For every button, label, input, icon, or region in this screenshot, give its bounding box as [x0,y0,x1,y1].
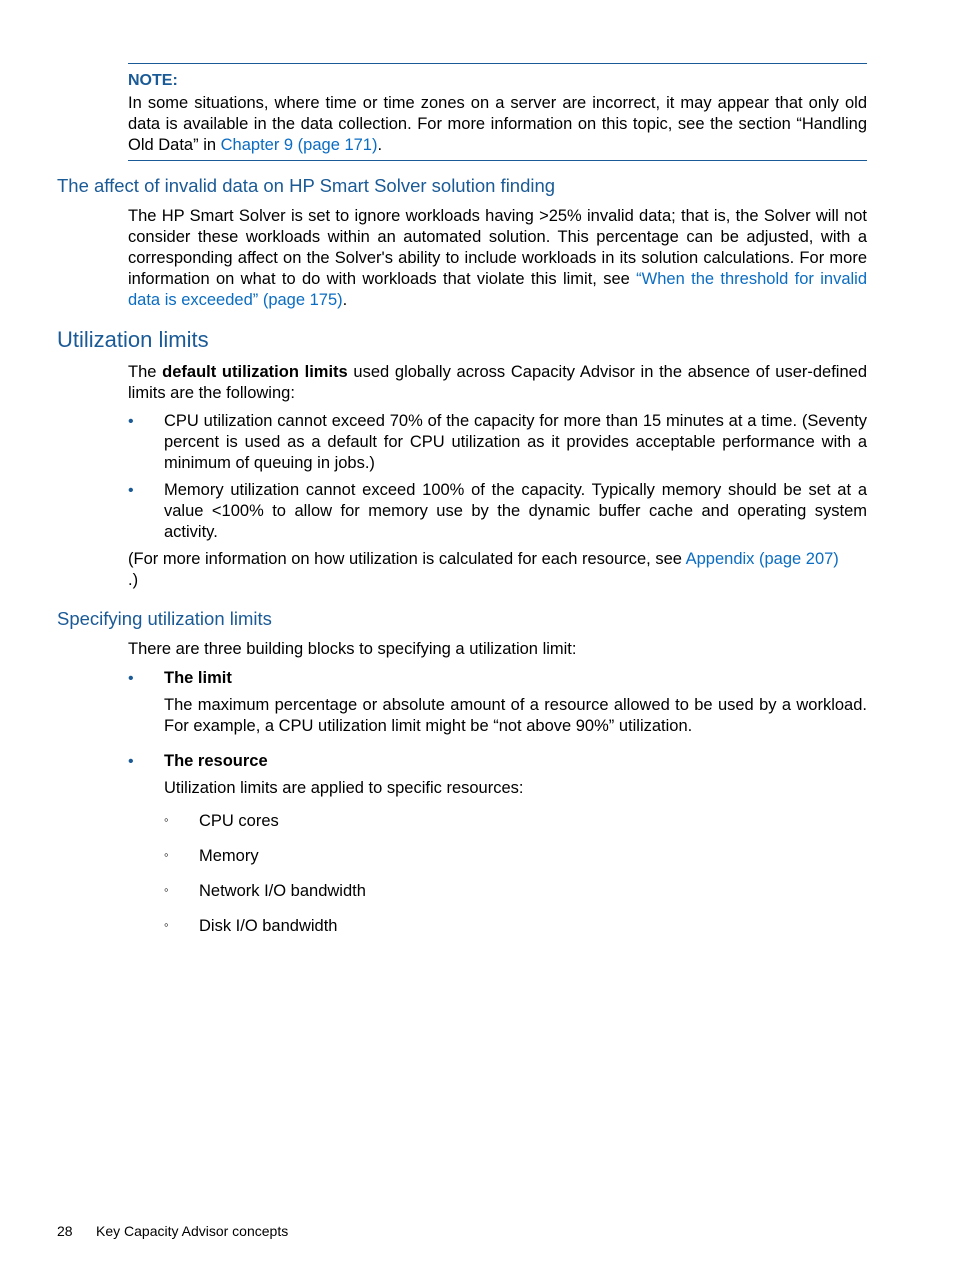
bullet-icon: • [128,413,134,430]
page-number: 28 [57,1223,73,1239]
limits-intro: The default utilization limits used globally across Capacity Advisor in the absence of user-defined limits are the following: [128,363,867,402]
utilization-more-info: (For more information on how utilization is calculated for each resource, see Appendix (page 207) .) [128,550,839,589]
threshold-link[interactable]: “When the threshold for invalid data is exceeded” (page 175) [128,270,868,309]
heading-invalid-data: The affect of invalid data on HP Smart Solver solution finding [57,175,556,196]
circle-bullet-icon: ◦ [164,882,169,897]
bullet-icon: • [128,482,134,499]
appendix-link[interactable]: Appendix (page 207) [685,550,839,568]
invalid-data-paragraph: The HP Smart Solver is set to ignore workloads having >25% invalid data; that is, the Solver will not consider these workloads within an automated solution. This percentage can be adjusted, with a corresponding affect on the Solver's ability to include workloads in its solution calculations. For more information on what to do with workloads that violate this limit, see “When the threshold for invalid data is exceeded” (page 175). [128,207,868,309]
circle-bullet-icon: ◦ [164,812,169,827]
bullet-icon: • [128,753,134,770]
heading-utilization-limits: Utilization limits [57,327,209,352]
note-label: NOTE: [128,72,178,89]
circle-bullet-icon: ◦ [164,917,169,932]
note-text: In some situations, where time or time zones on a server are incorrect, it may appear that only old data is available in the data collection. For more information on this topic, see the section “Handling Old Data” in Chapter 9 (page 171). [128,94,867,154]
specifying-intro: There are three building blocks to specifying a utilization limit: [128,640,577,658]
bullet-icon: • [128,670,134,687]
chapter-9-link[interactable]: Chapter 9 (page 171) [220,136,378,154]
heading-specifying-limits: Specifying utilization limits [57,608,272,629]
resource-title: The resource [164,752,268,770]
limit-title: The limit [164,669,232,687]
resource-description: Utilization limits are applied to specific resources: [164,779,524,797]
note-box [128,63,867,161]
circle-bullet-icon: ◦ [164,847,169,862]
document-page: NOTE: In some situations, where time or time zones on a server are incorrect, it may appear that only old data is available in the data collection. For more information on this topic, see the section “Handling Old Data” in Chapter 9 (page 171). The affect of invalid data on HP Smart Solver solution finding The HP Smart Solver is set to ignore workloads having >25% invalid data; that is, the Solver will not consider these workloads within an automated solution. This percentage can be adjusted, with a corresponding affect on the Solver's ability to include workloads in its solution calculations. For more information on what to do with workloads that violate this limit, see “When the threshold for invalid data is exceeded” (page 175). Utilization limits The default utilization limits used globally across Capacity Advisor in the absence of user-defined limits are the following: • CPU utilization cannot exceed 70% of the capacity for more than 15 minutes at a time. (Seventy percent is used as a default for CPU utilization as it provides acceptable performance with a minimum of queuing in jobs.) • Memory utilization cannot exceed 100% of the capacity. Typically memory should be set at a value <100% to allow for memory use by the dynamic buffer cache and operating system activity. (For more information on how utilization is calculated for each resource, see Appendix (page 207) .) Specifying utilization limits There are three building blocks to specifying a utilization limit: • The limit The maximum percentage or absolute amount of a resource allowed to be used by a workload. For example, a CPU utilization limit might be “not above 90%” utilization. • The resource Utilization limits are applied to specific resources: ◦ CPU cores ◦ Memory ◦ Network I/O bandwidth ◦ Disk I/O bandwidth 28 Key Capacity Advisor concepts [0,0,954,1271]
footer-title: Key Capacity Advisor concepts [96,1223,289,1239]
limit-description: The maximum percentage or absolute amount of a resource allowed to be used by a workload. For example, a CPU utilization limit might be “not above 90%” utilization. [164,696,867,735]
